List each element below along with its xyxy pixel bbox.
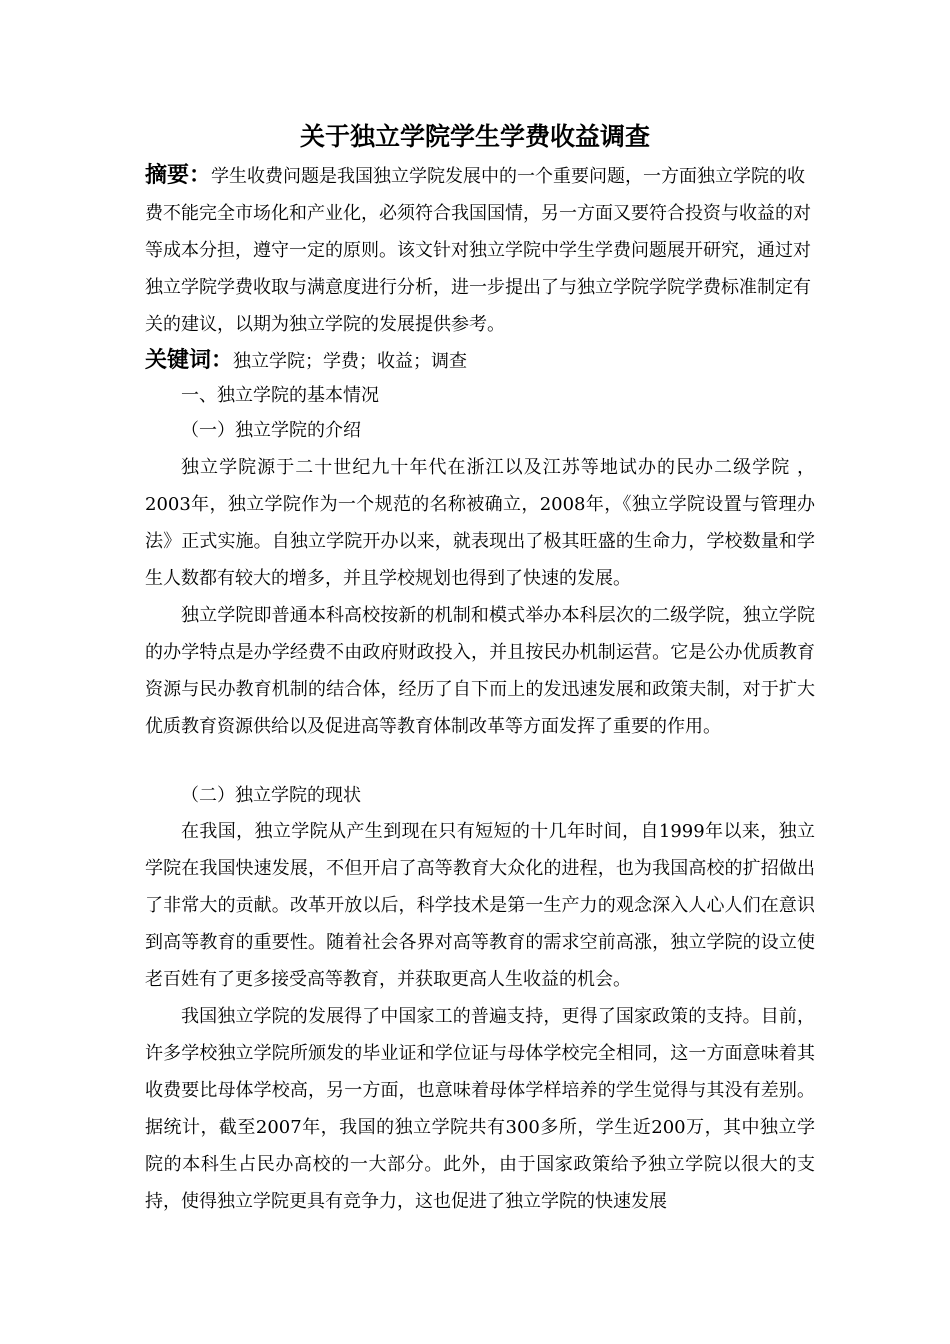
abstract-label: 摘要： [145,163,212,188]
keywords-label: 关键词： [145,348,234,373]
abstract-text: 学生收费问题是我国独立学院发展中的一个重要问题，一方面独立学院的收费不能完全市场化和产业化，必须符合我国国情，另一方面又要符合投资与收益的对等成本分担，遵守一定的原则。该文针对独立学院中学生学费问题展开研究，通过对独立学院学费收取与满意度进行分析，进一步提出了与独立学院学院学费标准制定有关的建议，以期为独立学院的发展提供参考。 [145,166,811,335]
subsection-heading-2: （二）独立学院的现状 [181,785,361,806]
paragraph: 独立学院即普通本科高校按新的机制和模式举办本科层次的二级学院，独立学院的办学特点是办学经费不由政府财政投入，并且按民办机制运营。它是公办优质教育资源与民办教育机制的结合体，经历了自下而上的发迅速发展和政策夫制，对于扩大优质教育资源供给以及促进高等教育体制改革等方面发挥了重要的作用。 [145,605,815,737]
subsection-heading-1: （一）独立学院的介绍 [181,420,361,441]
subsection-2-body [145,813,815,1220]
abstract [145,157,815,343]
section-heading-1: 一、独立学院的基本情况 [181,385,379,406]
keywords-text: 独立学院；学费；收益；调查 [233,351,468,372]
paragraph: 独立学院源于二十世纪九十年代在浙江以及江苏等地试办的民办二级学院 ，2003年，独立学院作为一个规范的名称被确立，2008年，《独立学院设置与管理办法》正式实施。自独立学院开办以来，就表现出了极其旺盛的生命力，学校数量和学生人数都有较大的增多，并且学校规划也得到了快速的发展。 [145,457,815,589]
subsection-1-body [145,449,815,745]
document-title: 关于独立学院学生学费收益调查 [299,122,650,151]
keywords [145,342,815,380]
paragraph: 在我国，独立学院从产生到现在只有短短的十几年时间，自1999年以来，独立学院在我国快速发展，不但开启了高等教育大众化的进程，也为我国高校的扩招做出了非常大的贡献。改革开放以后，科学技术是第一生产力的观念深入人心人们在意识到高等教育的重要性。随着社会各界对高等教育的需求空前高涨，独立学院的设立使老百姓有了更多接受高等教育，并获取更高人生收益的机会。 [145,821,815,990]
paragraph: 我国独立学院的发展得了中国家工的普遍支持，更得了国家政策的支持。目前，许多学校独立学院所颁发的毕业证和学位证与母体学校完全相同，这一方面意味着其收费要比母体学校高，另一方面，也意味着母体学样培养的学生觉得与其没有差别。据统计，截至2007年，我国的独立学院共有300多所，学生近200万，其中独立学院的本科生占民办高校的一大部分。此外，由于国家政策给予独立学院以很大的支持，使得独立学院更具有竞争力，这也促进了独立学院的快速发展 [145,1006,815,1212]
